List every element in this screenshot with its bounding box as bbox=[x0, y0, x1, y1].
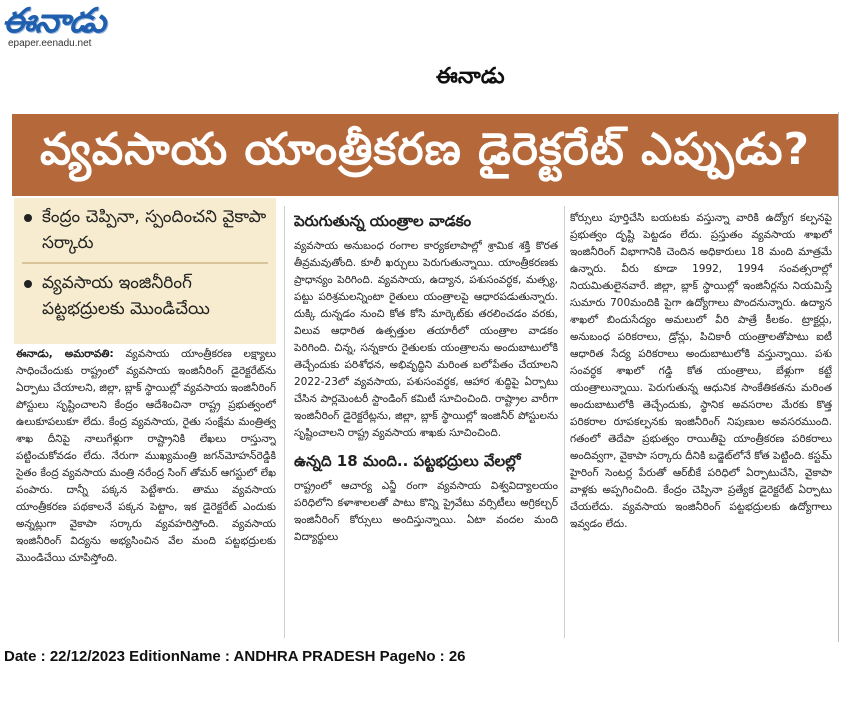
edition-footer: Date : 22/12/2023 EditionName : ANDHRA PRADESH PageNo : 26 bbox=[4, 648, 466, 665]
bullet-icon bbox=[24, 280, 32, 288]
column-2-text-continued: రాష్ట్రంలో ఆచార్య ఎన్జీ రంగా వ్యవసాయ విశ్వవిద్యాలయం పరిధిలోని కళాశాలలతో పాటు కొన్ని ప్రైవేటు వర్సిటీలు అగ్రికల్చర్ ఇంజినీరింగ్ కోర్సులు అందిస్తున్నాయి. ఏటా వందల మంది విద్యార్థులు bbox=[294, 480, 558, 543]
headline-banner bbox=[12, 114, 838, 196]
logo-url: epaper.eenadu.net bbox=[8, 38, 92, 49]
logo-wordmark: ఈనాడు bbox=[2, 1, 106, 41]
article-column-1 bbox=[16, 346, 276, 636]
column-divider bbox=[284, 206, 285, 638]
column-3-text: కోర్సులు పూర్తిచేసి బయటకు వస్తున్నా వారికి ఉద్యోగ కల్పనపై ప్రభుత్వం దృష్టి పెట్టడం లేదు. ప్రస్తుతం వ్యవసాయ శాఖలో ఇంజినీరింగ్ విభాగానికి చెందిన అధికారులు 18 మంది మాత్రమే ఉన్నారు. వీరు కూడా 1992, 1994 సంవత్సరాల్లో నియమితులైనవారే. జిల్లా, బ్లాక్ స్థాయిల్లో ఇంజినీర్లను నియమిస్తే సుమారు 700మందికి పైగా ఉద్యోగాలు పొందనున్నారు. ఉద్యాన శాఖలో బిందుసేద్యం అమలులో వీరి పాత్రే కీలకం. ట్రాక్టర్లు, అనుబంధ పరికరాలు, డ్రోన్లు, పిచికారీ యంత్రాలతోపాటు ఐటీ ఆధారిత సేద్య పరికరాలు అందుబాటులోకి వస్తున్నాయి. పశు సంవర్ధక శాఖలో గడ్డి కోత యంత్రాలు, బేళ్లుగా కట్టే యంత్రాలున్నాయి. పెరుగుతున్న ఆధునిక సాంకేతికతను మరింత అందుబాటులోకి తెచ్చేందుకు, స్థానిక అవసరాల మేరకు కొత్త పరికరాల రూపకల్పనకు ఇంజినీరింగ్ నిపుణుల అవసరముంది. గతంలో తెదేపా ప్రభుత్వం రాయితీపై యాంత్రీకరణ పరికరాలు అందివ్వగా, వైకాపా సర్కారు దీనికి బడ్జెట్‌లోనే కోత పెట్టింది. కస్టమ్ హైరింగ్ సెంటర్ల పేరుతో ఆర్‌బీకే పరిధిలో ఏర్పాటుచేసి, వైకాపా వాళ్లకు అప్పగించింది. కేంద్రం చెప్పినా ప్రత్యేక డైరెక్టరేట్ ఏర్పాటు చేయలేదు. వ్యవసాయ ఇంజినీరింగ్ పట్టభద్రులకు ఉద్యోగాలు ఇవ్వడం లేదు. bbox=[570, 212, 832, 530]
column-1-text: వ్యవసాయ యాంత్రీకరణ లక్ష్యాలు సాధించేందుకు రాష్ట్రంలో వ్యవసాయ ఇంజినీరింగ్ డైరెక్టరేట్‌ను ఏర్పాటు చేయాలని, జిల్లా, బ్లాక్ స్థాయిల్లో వ్యవసాయ ఇంజినీరింగ్ పోస్టులు సృష్టించాలని కేంద్రం ఆదేశించినా రాష్ట్ర ప్రభుత్వంలో ఉలుకూపలుకూ లేదు. కేంద్ర వ్యవసాయ, రైతు సంక్షేమ మంత్రిత్వ శాఖ దీనిపై నాలుగేళ్లుగా రాష్ట్రానికి లేఖలు రాస్తున్నా పట్టించుకోవడం లేదు. నేరుగా ముఖ్యమంత్రి జగన్‌మోహన్‌రెడ్డికి సైతం కేంద్ర వ్యవసాయ మంత్రి నరేంద్ర సింగ్ తోమర్ ఆగస్టులో లేఖ పంపారు. దాన్నీ పక్కన పెట్టేశారు. తాము వ్యవసాయ యాంత్రీకరణ పథకాలనే పక్కన పెట్టాం, ఇక డైరెక్టరేట్ ఎందుకు అన్నట్లుగా వైకాపా సర్కారు వ్యవహరిస్తోంది. వ్యవసాయ ఇంజినీరింగ్ విద్యను అభ్యసించిన వేల మంది పట్టభద్రులకు మొండిచేయి చూపిస్తోంది. bbox=[16, 348, 276, 564]
highlight-item bbox=[14, 198, 276, 262]
article-column-3 bbox=[570, 210, 832, 638]
highlight-text: కేంద్రం చెప్పినా, స్పందించని వైకాపా సర్కారు bbox=[42, 207, 267, 253]
eenadu-logo bbox=[2, 2, 142, 52]
subheading: పెరుగుతున్న యంత్రాల వాడకం bbox=[294, 212, 472, 230]
byline: ఈనాడు, అమరావతి: bbox=[16, 348, 114, 360]
highlight-item bbox=[14, 264, 276, 328]
highlights-box bbox=[14, 198, 276, 344]
article-column-2 bbox=[294, 210, 558, 638]
column-divider bbox=[564, 206, 565, 638]
subheading: ఉన్నది 18 మంది.. పట్టభద్రులు వేలల్లో bbox=[294, 452, 521, 470]
headline: వ్యవసాయ యాంత్రీకరణ డైరెక్టరేట్ ఎప్పుడు? bbox=[39, 124, 811, 175]
paper-name: ఈనాడు bbox=[436, 64, 505, 89]
bullet-icon bbox=[24, 214, 32, 222]
highlight-text: వ్యవసాయ ఇంజినీరింగ్ పట్టభద్రులకు మొండిచేయి bbox=[42, 273, 210, 319]
column-2-text: వ్యవసాయ అనుబంధ రంగాల కార్యకలాపాల్లో శ్రామిక శక్తి కొరత తీవ్రమవుతోంది. కూలీ ఖర్చులు పెరుగుతున్నాయి. యాంత్రీకరణకు ప్రాధాన్యం పెరిగింది. వ్యవసాయ, ఉద్యాన, పశుసంవర్ధక, మత్స్య, పట్టు పరిశ్రమలన్నింటా రైతులు యంత్రాలపై ఆధారపడుతున్నారు. దుక్కి దున్నడం నుంచి కోత కోసి మార్కెట్‌కు తరలించడం వరకు, విలువ ఆధారిత ఉత్పత్తుల తయారీలో యంత్రాల వాడకం పెరిగింది. చిన్న, సన్నకారు రైతులకు యంత్రాలను అందుబాటులోకి తెచ్చేందుకు పరిశోధన, అభివృద్ధిని మరింత బలోపేతం చేయాలని 2022-23లో వ్యవసాయ, పశుసంవర్ధక, ఆహార శుద్ధిపై ఏర్పాటు చేసిన పార్లమెంటరీ స్టాండింగ్ కమిటీ సూచించింది. రాష్ట్రాల వారీగా ఇంజినీరింగ్ డైరెక్టరేట్లను, జిల్లా, బ్లాక్ స్థాయిల్లో ఇంజినీర్ పోస్టులను సృష్టించాలని రాష్ట్ర వ్యవసాయ శాఖకు సూచించింది. bbox=[294, 240, 558, 439]
